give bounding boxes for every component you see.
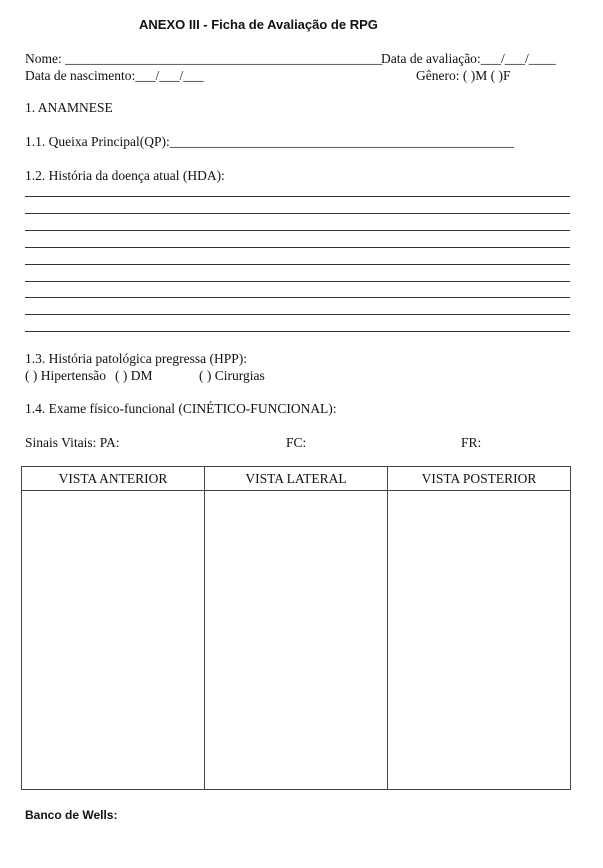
main-complaint-field[interactable]: 1.1. Queixa Principal(QP):___________________________________________________ [25,134,514,149]
wells-bank-label: Banco de Wells: [25,808,118,822]
dm-checkbox[interactable]: ( ) DM [115,368,153,383]
birth-date-field[interactable]: Data de nascimento:___/___/___ [25,68,204,83]
hda-line [25,331,570,332]
hda-line [25,213,570,214]
hda-line [25,247,570,248]
hda-line [25,196,570,197]
surgeries-checkbox[interactable]: ( ) Cirurgias [199,368,265,383]
posture-views-table [21,466,571,790]
section-heading-anamnese: 1. ANAMNESE [25,100,113,115]
hda-line [25,281,570,282]
hda-line [25,264,570,265]
view-anterior-cell[interactable] [22,491,205,790]
page-title: ANEXO III - Ficha de Avaliação de RPG [139,17,378,32]
gender-field[interactable]: Gênero: ( )M ( )F [416,68,511,83]
hda-line [25,297,570,298]
view-lateral-cell[interactable] [205,491,388,790]
vital-signs-pa[interactable]: Sinais Vitais: PA: [25,435,120,450]
physical-exam-label: 1.4. Exame físico-funcional (CINÉTICO-FUNCIONAL): [25,401,337,416]
hpp-label: 1.3. História patológica pregressa (HPP): [25,351,247,366]
view-posterior-cell[interactable] [388,491,571,790]
view-posterior-header: VISTA POSTERIOR [388,467,571,491]
vital-signs-fc[interactable]: FC: [286,435,307,450]
view-lateral-header: VISTA LATERAL [205,467,388,491]
hypertension-checkbox[interactable]: ( ) Hipertensão [25,368,106,383]
hda-line [25,314,570,315]
name-field[interactable]: Nome: _______________________________________________ [25,51,383,66]
hda-label: 1.2. História da doença atual (HDA): [25,168,225,183]
hda-line [25,230,570,231]
evaluation-date-field[interactable]: Data de avaliação:___/___/____ [381,51,556,66]
vital-signs-fr[interactable]: FR: [461,435,482,450]
view-anterior-header: VISTA ANTERIOR [22,467,205,491]
